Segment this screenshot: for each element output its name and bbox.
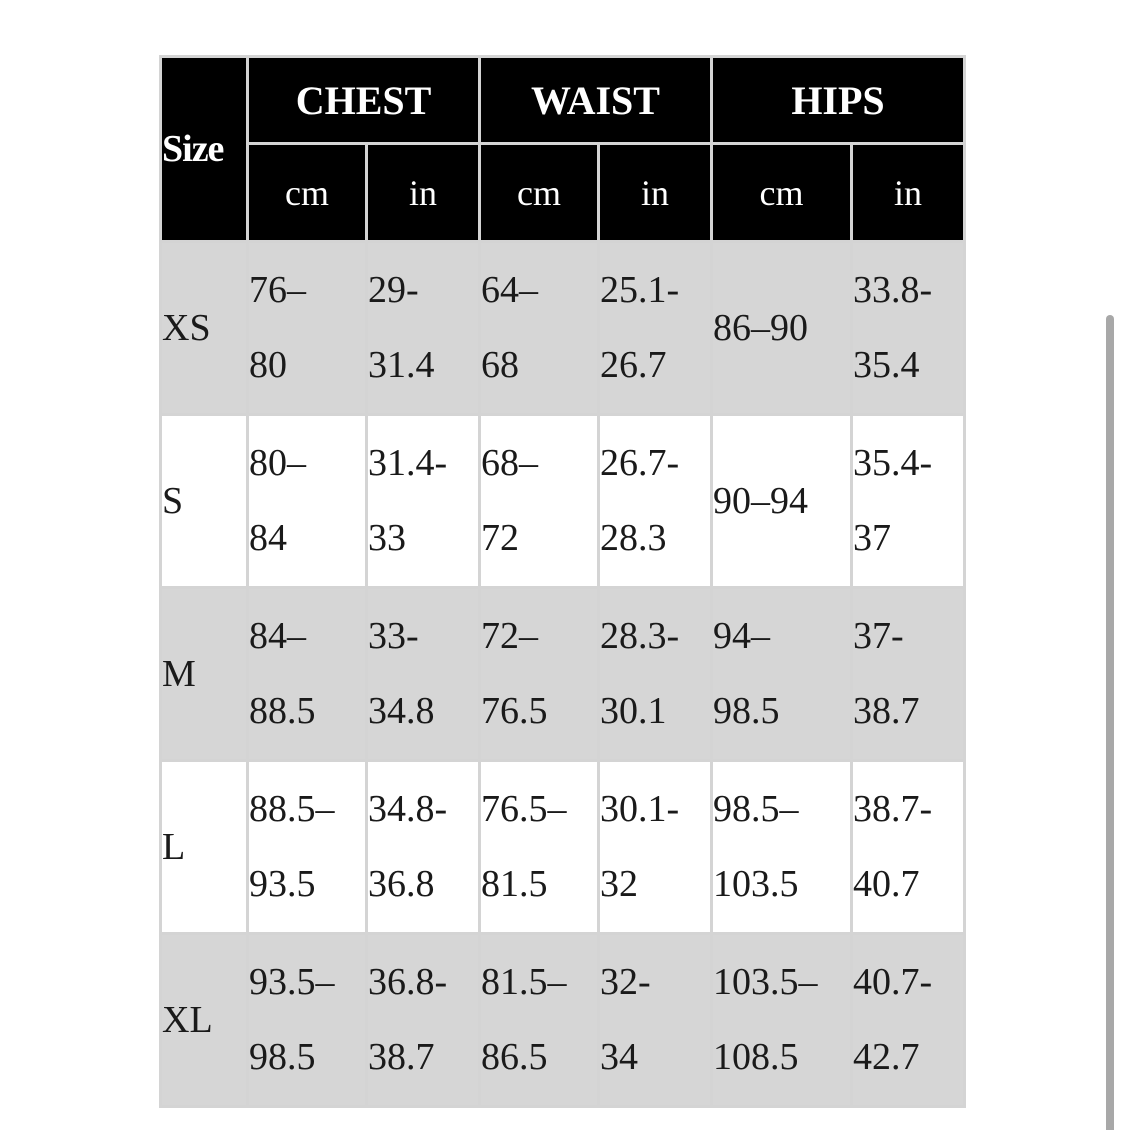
- cell-text-line: 72–: [481, 615, 538, 657]
- hips-in-cell: [853, 416, 963, 586]
- chest-in-cell: [368, 416, 478, 586]
- cell-text-line: 88.5–: [249, 788, 335, 830]
- chest-header: CHEST: [249, 58, 478, 142]
- cell-text-line: 31.4-: [368, 442, 448, 484]
- table-row: [162, 416, 963, 586]
- size-chart-table: [159, 55, 966, 1108]
- waist-header: WAIST: [481, 58, 710, 142]
- chest-cm-cell: [249, 416, 365, 586]
- chest-cm-cell: [249, 243, 365, 413]
- cell-text-line: 42.7: [853, 1036, 920, 1078]
- cell-text-line: 80–: [249, 442, 306, 484]
- cell-text-line: 86.5: [481, 1036, 548, 1078]
- cell-text-line: 25.1-: [600, 269, 680, 311]
- cell-text-line: 84–: [249, 615, 306, 657]
- table-row: [162, 762, 963, 932]
- table-header: [162, 58, 963, 240]
- unit-header-row: [162, 145, 963, 240]
- cell-text-line: 37-: [853, 615, 904, 657]
- hips-cm-cell: [713, 243, 850, 413]
- cell-text-line: 72: [481, 517, 519, 559]
- cell-text-line: 33.8-: [853, 269, 933, 311]
- table-row: [162, 589, 963, 759]
- cell-text-line: 68–: [481, 442, 538, 484]
- hips-in-cell: [853, 243, 963, 413]
- hips-in-cell: [853, 935, 963, 1105]
- waist-cm-cell: [481, 589, 597, 759]
- cell-text-line: 34.8: [368, 690, 435, 732]
- chest-cm-cell: [249, 589, 365, 759]
- waist-cm-cell: [481, 935, 597, 1105]
- hips-in-cell: [853, 589, 963, 759]
- cell-text-line: 26.7: [600, 344, 667, 386]
- cell-text-line: 33: [368, 517, 406, 559]
- cell-text-line: 103.5–: [713, 961, 818, 1003]
- chest-cm-cell: [249, 935, 365, 1105]
- waist-in-cell: [600, 243, 710, 413]
- waist-cm-header: cm: [481, 145, 597, 240]
- cell-text-line: 80: [249, 344, 287, 386]
- cell-text-line: 35.4-: [853, 442, 933, 484]
- hips-cm-cell: [713, 416, 850, 586]
- cell-text-line: 98.5: [713, 690, 780, 732]
- hips-cm-cell: [713, 589, 850, 759]
- waist-cm-cell: [481, 762, 597, 932]
- cell-text-line: 30.1-: [600, 788, 680, 830]
- cell-text-line: 40.7: [853, 863, 920, 905]
- cell-text-line: 81.5: [481, 863, 548, 905]
- cell-text-line: 86–90: [713, 306, 808, 349]
- waist-in-cell: [600, 935, 710, 1105]
- cell-text-line: 84: [249, 517, 287, 559]
- cell-text-line: 38.7: [368, 1036, 435, 1078]
- cell-text-line: 81.5–: [481, 961, 567, 1003]
- chest-in-header: in: [368, 145, 478, 240]
- waist-in-cell: [600, 762, 710, 932]
- cell-text-line: 98.5: [249, 1036, 316, 1078]
- cell-text-line: 32-: [600, 961, 651, 1003]
- cell-text-line: 31.4: [368, 344, 435, 386]
- cell-text-line: 88.5: [249, 690, 316, 732]
- cell-text-line: 29-: [368, 269, 419, 311]
- cell-text-line: 30.1: [600, 690, 667, 732]
- size-label-cell: L: [162, 762, 246, 932]
- cell-text-line: 108.5: [713, 1036, 799, 1078]
- hips-cm-cell: [713, 935, 850, 1105]
- cell-text-line: 93.5–: [249, 961, 335, 1003]
- table-body: [162, 243, 963, 1105]
- cell-text-line: 34: [600, 1036, 638, 1078]
- cell-text-line: 90–94: [713, 479, 808, 522]
- chest-in-cell: [368, 935, 478, 1105]
- chest-in-cell: [368, 589, 478, 759]
- cell-text-line: 32: [600, 863, 638, 905]
- cell-text-line: 93.5: [249, 863, 316, 905]
- cell-text-line: 34.8-: [368, 788, 448, 830]
- cell-text-line: 94–: [713, 615, 770, 657]
- waist-cm-cell: [481, 416, 597, 586]
- hips-cm-header: cm: [713, 145, 850, 240]
- cell-text-line: 36.8-: [368, 961, 448, 1003]
- waist-cm-cell: [481, 243, 597, 413]
- chest-in-cell: [368, 762, 478, 932]
- cell-text-line: 26.7-: [600, 442, 680, 484]
- waist-in-header: in: [600, 145, 710, 240]
- cell-text-line: 35.4: [853, 344, 920, 386]
- chest-cm-cell: [249, 762, 365, 932]
- hips-in-header: in: [853, 145, 963, 240]
- size-label-cell: M: [162, 589, 246, 759]
- table-row: [162, 935, 963, 1105]
- chest-in-cell: [368, 243, 478, 413]
- size-label-cell: S: [162, 416, 246, 586]
- cell-text-line: 37: [853, 517, 891, 559]
- cell-text-line: 36.8: [368, 863, 435, 905]
- cell-text-line: 68: [481, 344, 519, 386]
- cell-text-line: 76.5–: [481, 788, 567, 830]
- waist-in-cell: [600, 416, 710, 586]
- cell-text-line: 76.5: [481, 690, 548, 732]
- vertical-scrollbar[interactable]: [1106, 315, 1114, 1130]
- group-header-row: [162, 58, 963, 142]
- cell-text-line: 28.3-: [600, 615, 680, 657]
- cell-text-line: 28.3: [600, 517, 667, 559]
- cell-text-line: 103.5: [713, 863, 799, 905]
- size-label-cell: XS: [162, 243, 246, 413]
- cell-text-line: 98.5–: [713, 788, 799, 830]
- table-row: [162, 243, 963, 413]
- size-column-header: Size: [162, 58, 246, 240]
- cell-text-line: 38.7: [853, 690, 920, 732]
- cell-text-line: 76–: [249, 269, 306, 311]
- cell-text-line: 38.7-: [853, 788, 933, 830]
- hips-header: HIPS: [713, 58, 963, 142]
- cell-text-line: 64–: [481, 269, 538, 311]
- hips-cm-cell: [713, 762, 850, 932]
- cell-text-line: 33-: [368, 615, 419, 657]
- hips-in-cell: [853, 762, 963, 932]
- cell-text-line: 40.7-: [853, 961, 933, 1003]
- chest-cm-header: cm: [249, 145, 365, 240]
- size-label-cell: XL: [162, 935, 246, 1105]
- waist-in-cell: [600, 589, 710, 759]
